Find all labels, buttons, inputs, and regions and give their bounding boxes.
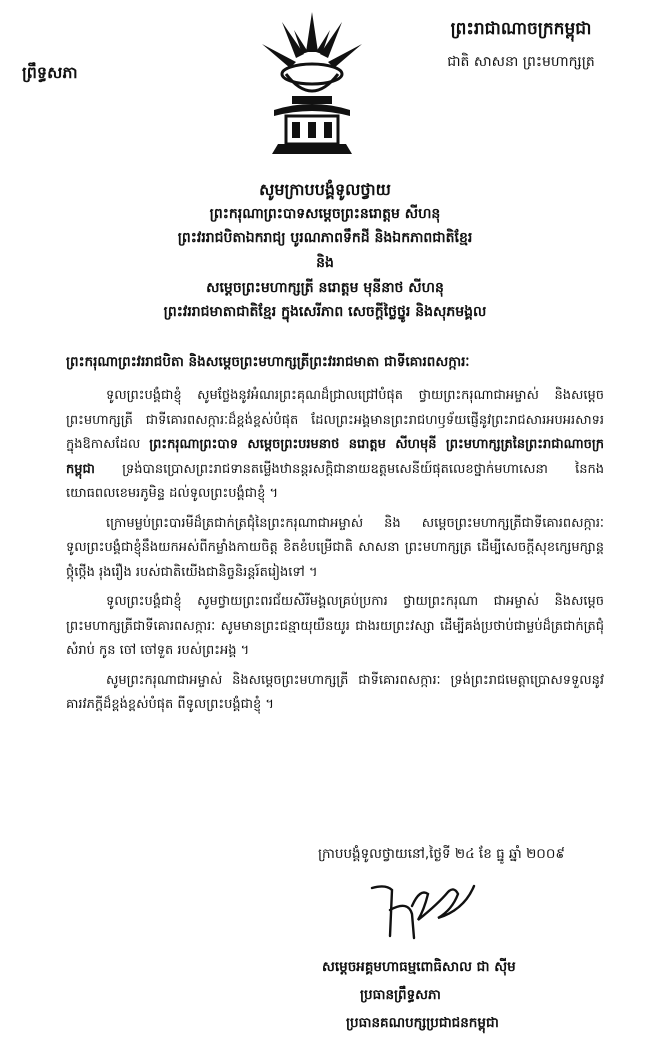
bold-phrase: ព្រះករុណាព្រះបាទ សម្តេចព្រះបរមនាថ នរោត្តម សីហមុនី ព្រះមហាក្សត្រនៃព្រះរាជាណាចក្រកម្ពុជា	[66, 437, 604, 477]
addressee-queen-mother-title: ព្រះវររាជមាតាជាតិខ្មែរ ក្នុងសេរីភាព សេចក្តីថ្លៃថ្នូរ និងសុភមង្គល	[163, 304, 487, 320]
body-paragraph: សូមព្រះករុណាជាអម្ចាស់ និងសម្តេចព្រះមហាក្សត្រី ជាទីគោរពសក្ការៈ ទ្រង់ព្រះរាជមេត្តាប្រោសទទួលនូវគារវភក្តីដ៏ខ្ពង់ខ្ពស់បំផុត ពីទូលព្រះបង្គំជាខ្ញុំ ។	[66, 672, 604, 712]
signer-name: សម្តេចអគ្គមហាធម្មពោធិសាល ជា ស៊ីម	[322, 959, 516, 975]
signer-role: ប្រធានព្រឹទ្ធសភា	[360, 987, 441, 1003]
body-paragraph: ទូលព្រះបង្គំជាខ្ញុំ សូមថ្វាយព្រះពរជ័យសិរីមង្គលគ្រប់ប្រការ ថ្វាយព្រះករុណា ជាអម្ចាស់ និងសម្តេចព្រះមហាក្សត្រីជាទីគោរពសក្ការៈ សូមមានព្រះជន្មាយុយឺនយូរ ជាងរយព្រះវស្សា ដើម្បីគង់ប្រថាប់ជាម្លប់ដ៏ត្រជាក់ត្រជុំសំរាប់ កូន ចៅ ចៅទួត របស់ព្រះអង្គ ។	[66, 594, 604, 658]
signer-party-role: ប្រធានគណបក្សប្រជាជនកម្ពុជា	[346, 1015, 499, 1031]
addressee-queen-mother: សម្តេចព្រះមហាក្សត្រី នរោត្តម មុនីនាថ សីហនុ	[206, 280, 444, 296]
kingdom-heading: ព្រះរាជាណាចក្រកម្ពុជា	[450, 19, 592, 39]
addressee-intro: សូមក្រាបបង្គំទូលថ្វាយ	[259, 180, 391, 199]
signature-block	[322, 953, 612, 1037]
addressee-king-father: ព្រះករុណាព្រះបាទសម្តេចព្រះនរោត្តម សីហនុ	[209, 206, 441, 222]
addressee-block	[60, 178, 590, 324]
body-paragraph: ក្រោមម្លប់ព្រះបារមីដ៏ត្រជាក់ត្រជុំនៃព្រះករុណាជាអម្ចាស់ និង សម្តេចព្រះមហាក្សត្រីជាទីគោរពសក្ការៈ ទូលព្រះបង្គំជាខ្ញុំនឹងយកអស់ពីកម្លាំងកាយចិត្ត ខិតខំបម្រើជាតិ សាសនា ព្រះមហាក្សត្រ ដើម្បីសេចក្តីសុខក្សេមក្សាន្ត ថ្កុំថ្កើង រុងរឿង របស់ជាតិយើងជានិច្ចនិរន្តរ៍តរៀងទៅ ។	[66, 515, 604, 580]
institution-name: ព្រឹទ្ធសភា	[22, 63, 78, 82]
salutation: ព្រះករុណាព្រះវររាជបិតា និងសម្តេចព្រះមហាក្សត្រីព្រះវររាជមាតា ជាទីគោរពសក្ការៈ	[66, 354, 470, 370]
letterhead-right	[436, 16, 606, 74]
closing-date-line: ក្រាបបង្គំទូលថ្វាយនៅ,ថ្ងៃទី ២៤ ខែ ធ្នូ ឆ្នាំ ២០០៩	[318, 846, 565, 862]
addressee-king-father-title: ព្រះវររាជបិតាឯករាជ្យ បូរណភាពទឹកដី និងឯកភាពជាតិខ្មែរ	[177, 230, 473, 246]
national-motto: ជាតិ សាសនា ព្រះមហាក្សត្រ	[447, 54, 595, 70]
body-paragraph: ទូលព្រះបង្គំជាខ្ញុំ សូមថ្លែងនូវអំណរព្រះគុណដ៏ជ្រាលជ្រៅបំផុត ថ្វាយព្រះករុណាជាអម្ចាស់ និងសម្តេចព្រះមហាក្សត្រី ជាទីគោរពសក្ការៈដ៏ខ្ពង់ខ្ពស់បំផុត ដែលព្រះអង្គមានព្រះរាជហឫទ័យផ្ញើនូវព្រះរាជសារអបអរសាទរ ក្នុងឱកាសដែល ព្រះករុណាព្រះបាទ សម្តេចព្រះបរមនាថ នរោត្តម សីហមុនី ព្រះមហាក្សត្រនៃព្រះរាជាណាចក្រកម្ពុជា ទ្រង់បានប្រោសព្រះរាជទានតម្លើងឋានន្តរសក្តិជានាយឧត្តមសេនីយ៍ផុតលេខថ្នាក់មហាសេនា នៃកងយោធពលខេមរភូមិន្ទ ដល់ទូលព្រះបង្គំជាខ្ញុំ ។	[66, 388, 604, 501]
addressee-conjunction: និង	[316, 255, 334, 271]
handwritten-signature-icon	[368, 880, 478, 942]
letter-body	[66, 384, 604, 723]
party-emblem-icon	[252, 12, 372, 162]
